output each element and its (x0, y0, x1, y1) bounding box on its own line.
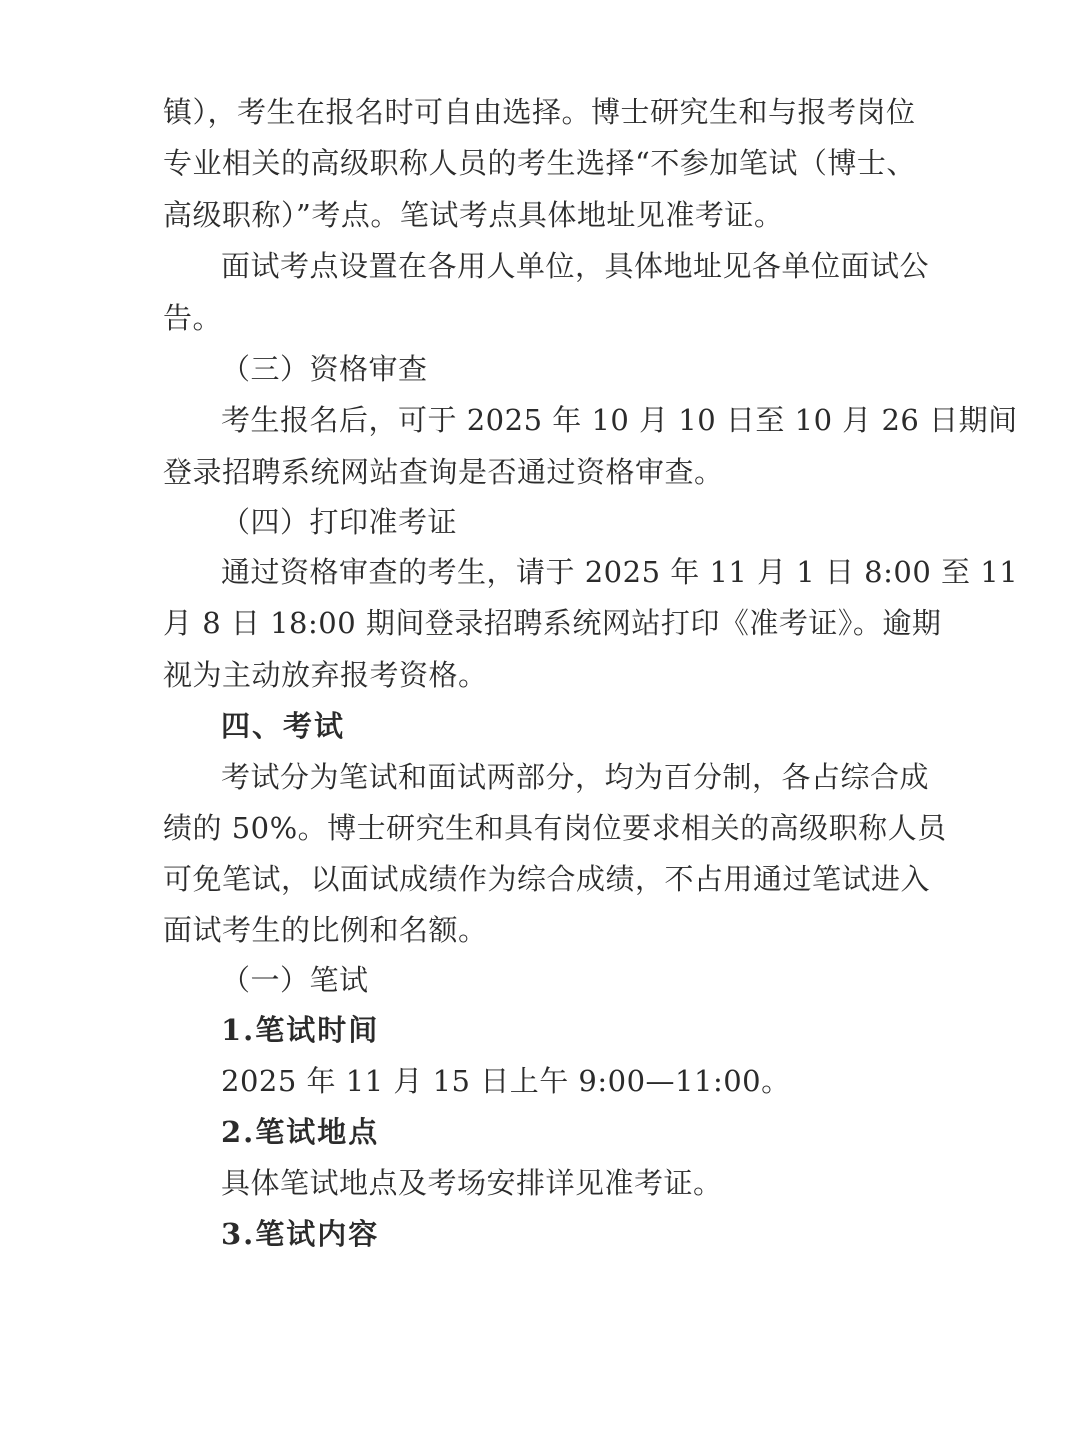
subsection-heading (0, 1208, 1080, 1260)
heading-text: 2.笔试地点 (221, 1115, 380, 1149)
text-segment: 考试分为笔试和面试两部分，均为百分制，各占综合成 (221, 760, 930, 794)
body-text-line (0, 751, 930, 803)
text-segment: 月 8 日 18:00 期间登录招聘系统网站打印《准考证》。逾期 (163, 606, 942, 640)
text-segment: 镇），考生在报名时可自由选择。博士研究生和与报考岗位 (163, 95, 916, 129)
text-segment: 视为主动放弃报考资格。 (163, 658, 488, 692)
heading-text: （一）笔试 (221, 963, 369, 997)
subsection-heading (0, 1004, 1080, 1056)
body-text-line (0, 137, 923, 189)
chapter-heading (0, 700, 1080, 752)
heading-text: 1.笔试时间 (221, 1013, 380, 1047)
text-segment: 高级职称）”考点。笔试考点具体地址见准考证。 (163, 198, 784, 232)
body-text-line (0, 240, 930, 292)
text-segment: 面试考点设置在各用人单位，具体地址见各单位面试公 (221, 249, 930, 283)
text-segment: 2025 年 11 月 15 日上午 9:00—11:00。 (221, 1064, 791, 1098)
heading-text: （四）打印准考证 (221, 505, 458, 539)
section-heading (0, 954, 1080, 1006)
heading-text: （三）资格审查 (221, 352, 428, 386)
text-segment: 面试考生的比例和名额。 (163, 913, 488, 947)
text-segment: 绩的 50%。博士研究生和具有岗位要求相关的高级职称人员 (163, 811, 947, 845)
body-text-line (0, 189, 1080, 241)
body-text-line (0, 597, 942, 649)
body-text-line (0, 904, 1080, 956)
body-text-line (0, 546, 1019, 598)
body-text-line (0, 853, 931, 905)
body-text-line (0, 446, 1080, 498)
subsection-heading (0, 1106, 1080, 1158)
body-text-line (0, 649, 1080, 701)
text-segment: 具体笔试地点及考场安排详见准考证。 (221, 1166, 723, 1200)
text-segment: 通过资格审查的考生，请于 2025 年 11 月 1 日 8:00 至 11 (221, 555, 1019, 589)
body-text-line (0, 802, 947, 854)
heading-text: 3.笔试内容 (221, 1217, 380, 1251)
text-segment: 告。 (163, 301, 223, 335)
body-text-line (0, 394, 1018, 446)
body-text-line (0, 292, 1080, 344)
section-heading (0, 343, 1080, 395)
text-segment: 可免笔试，以面试成绩作为综合成绩，不占用通过笔试进入 (163, 862, 931, 896)
body-text-line (0, 1157, 1080, 1209)
heading-text: 四、考试 (221, 709, 346, 743)
section-heading (0, 496, 1080, 548)
text-segment: 专业相关的高级职称人员的考生选择“不参加笔试（博士、 (163, 146, 916, 180)
text-segment: 登录招聘系统网站查询是否通过资格审查。 (163, 455, 724, 489)
text-segment: 考生报名后，可于 2025 年 10 月 10 日至 10 月 26 日期间 (221, 403, 1018, 437)
body-text-line (0, 1055, 1080, 1107)
body-text-line (0, 86, 923, 138)
